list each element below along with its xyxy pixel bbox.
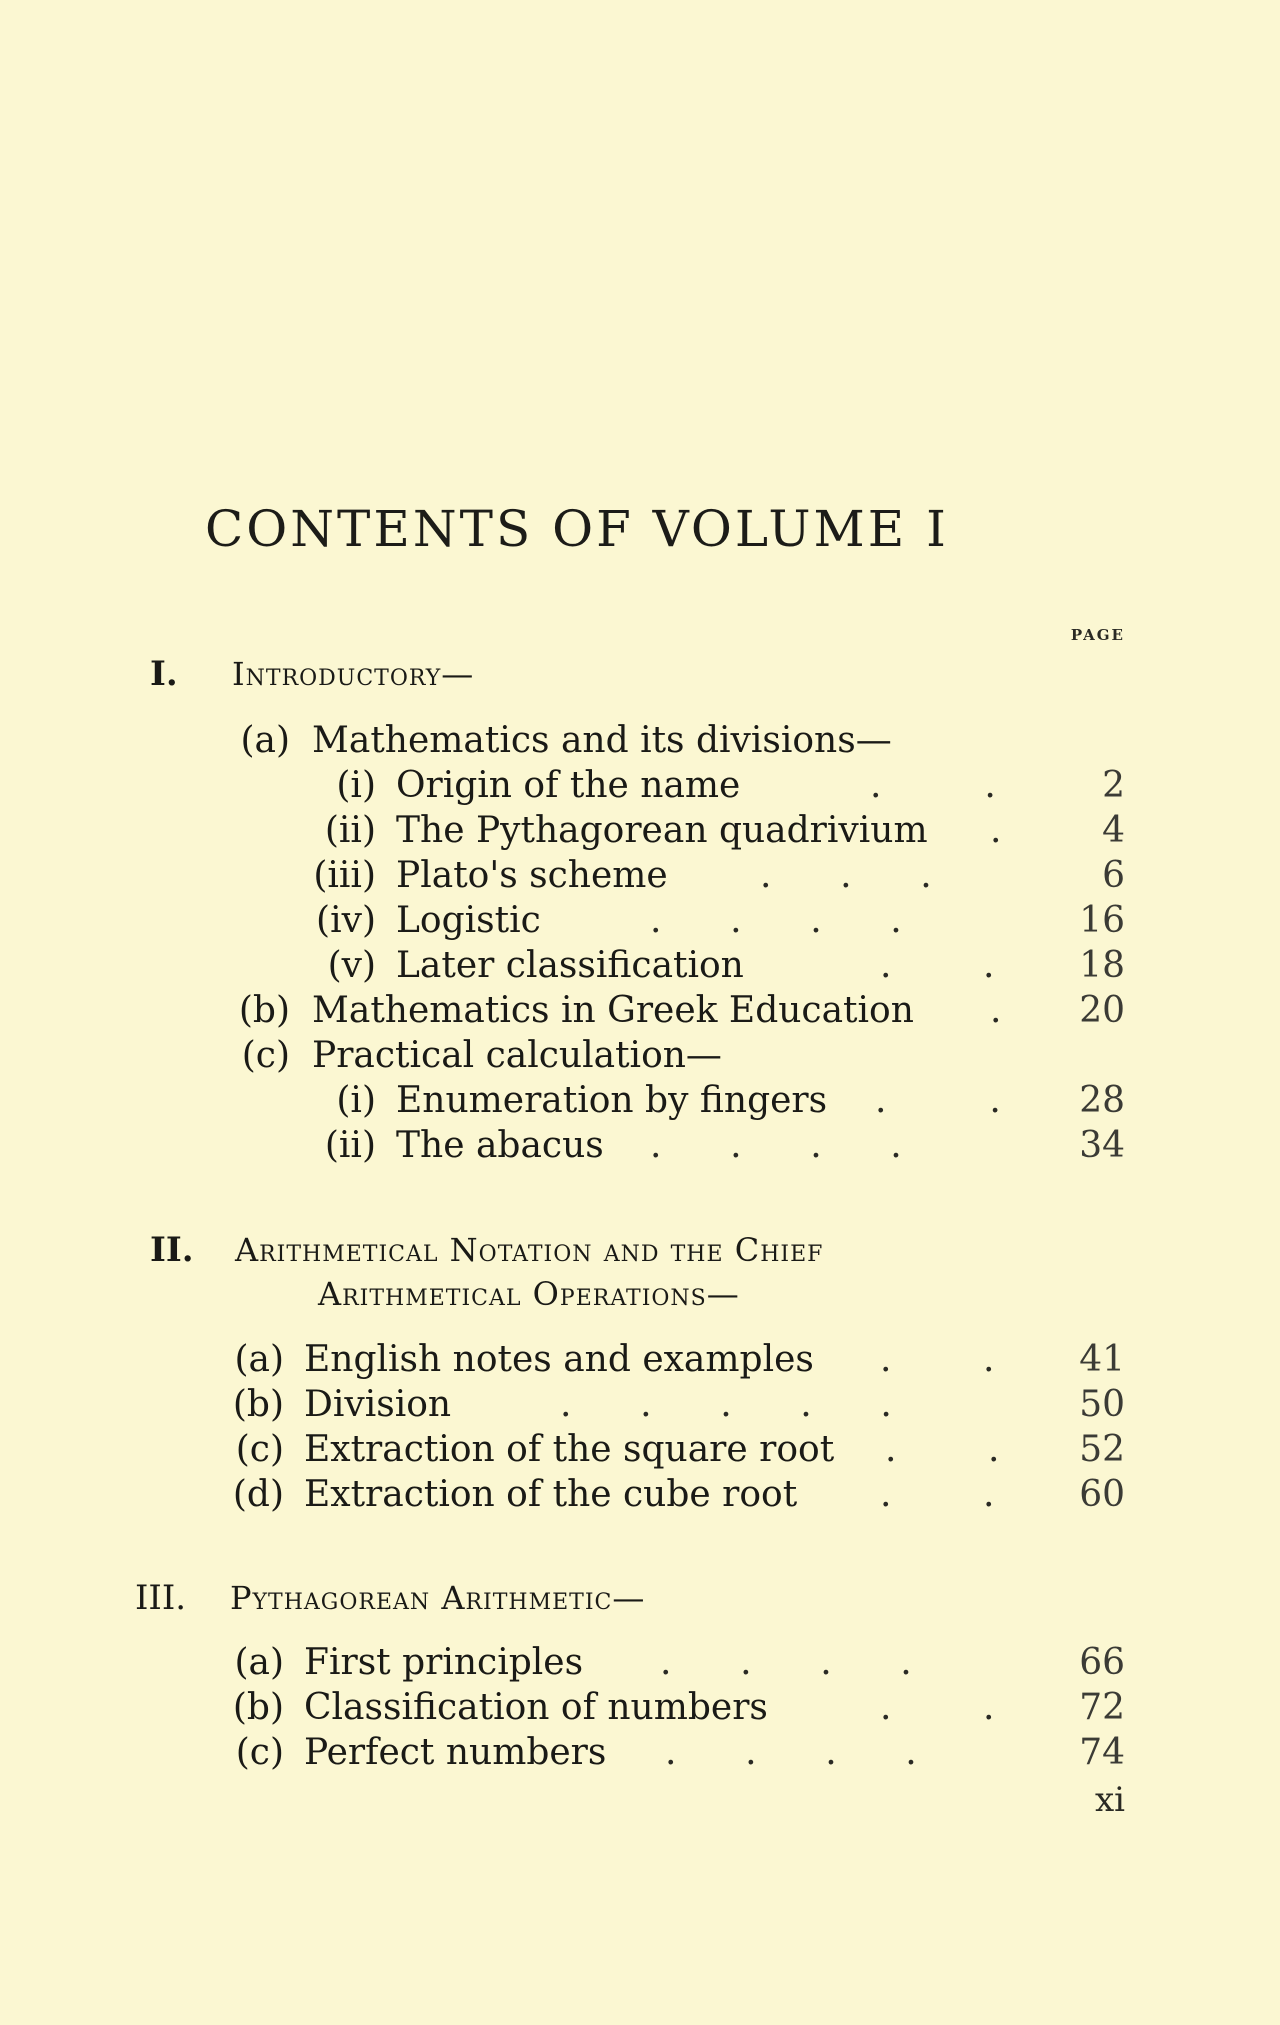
leader-dots: . .: [870, 765, 996, 806]
entry-label: (iv): [316, 900, 376, 941]
part-number: II.: [150, 1230, 194, 1270]
leader-dots: . . .: [760, 855, 932, 896]
part-title-continued: Arithmetical Operations—: [318, 1275, 740, 1313]
page-title: CONTENTS OF VOLUME I: [205, 500, 949, 558]
entry-label: (c): [235, 1429, 284, 1470]
entry-label: (ii): [324, 810, 376, 851]
leader-dots: .: [990, 990, 1002, 1031]
toc-entry: [0, 1641, 1280, 1685]
entry-page: 41: [1079, 1339, 1125, 1380]
toc-entry: [0, 989, 1280, 1033]
leader-dots: . . . .: [650, 1125, 902, 1166]
entry-text: The abacus: [396, 1125, 604, 1166]
entry-page: 20: [1079, 990, 1125, 1031]
entry-page: 2: [1102, 765, 1125, 806]
toc-entry: [0, 1383, 1280, 1427]
entry-text: Plato's scheme: [396, 855, 668, 896]
part-number: I.: [150, 654, 178, 694]
entry-text: Later classification: [396, 945, 744, 986]
entry-label: (v): [327, 945, 376, 986]
part-number: III.: [135, 1578, 187, 1618]
part-title: Arithmetical Notation and the Chief: [235, 1231, 824, 1269]
leader-dots: . .: [885, 1429, 1000, 1470]
entry-label: (a): [234, 1642, 284, 1683]
entry-page: 74: [1079, 1732, 1125, 1773]
toc-entry: [0, 1079, 1280, 1123]
entry-page: 18: [1079, 945, 1125, 986]
entry-text: Classification of numbers: [304, 1687, 768, 1728]
entry-page: 50: [1079, 1384, 1125, 1425]
toc-entry: [0, 1428, 1280, 1472]
leader-dots: . . . . .: [560, 1384, 892, 1425]
entry-text: English notes and examples: [304, 1339, 814, 1380]
toc-entry: [0, 1338, 1280, 1382]
entry-text: Mathematics and its divisions—: [312, 720, 892, 761]
entry-text: Extraction of the square root: [304, 1429, 835, 1470]
part-title: Introductory—: [232, 655, 475, 693]
entry-text: Enumeration by fingers: [396, 1080, 828, 1121]
entry-text: Origin of the name: [396, 765, 741, 806]
entry-label: (b): [232, 1687, 284, 1728]
entry-label: (b): [232, 1384, 284, 1425]
entry-text: Division: [304, 1384, 452, 1425]
entry-label: (ii): [324, 1125, 376, 1166]
toc-entry: [0, 764, 1280, 808]
entry-text: Perfect numbers: [304, 1732, 607, 1773]
entry-page: 4: [1102, 810, 1125, 851]
leader-dots: . . . .: [660, 1642, 912, 1683]
entry-label: (a): [234, 1339, 284, 1380]
entry-text: First principles: [304, 1642, 584, 1683]
entry-label: (iii): [313, 855, 376, 896]
leader-dots: . .: [880, 945, 995, 986]
toc-entry: [0, 1034, 1280, 1078]
toc-entry: [0, 854, 1280, 898]
toc-entry: [0, 944, 1280, 988]
entry-text: Logistic: [396, 900, 541, 941]
toc-entry: [0, 1686, 1280, 1730]
entry-label: (a): [240, 720, 290, 761]
entry-label: (d): [232, 1474, 284, 1515]
entry-text: Practical calculation—: [312, 1035, 722, 1076]
leader-dots: . .: [880, 1339, 995, 1380]
entry-page: 66: [1079, 1642, 1125, 1683]
leader-dots: .: [990, 810, 1002, 851]
entry-page: 6: [1102, 855, 1125, 896]
entry-label: (c): [235, 1732, 284, 1773]
entry-label: (b): [238, 990, 290, 1031]
toc-entry: [0, 899, 1280, 943]
entry-label: (i): [336, 765, 376, 806]
entry-page: 34: [1079, 1125, 1125, 1166]
page-folio: xi: [1094, 1780, 1125, 1820]
entry-text: The Pythagorean quadrivium: [396, 810, 928, 851]
part-title: Pythagorean Arithmetic—: [230, 1579, 646, 1617]
entry-label: (c): [241, 1035, 290, 1076]
leader-dots: . .: [880, 1687, 995, 1728]
entry-page: 60: [1079, 1474, 1125, 1515]
toc-entry: [0, 1473, 1280, 1517]
leader-dots: . .: [880, 1474, 995, 1515]
entry-label: (i): [336, 1080, 376, 1121]
toc-entry: [0, 1124, 1280, 1168]
toc-entry: [0, 809, 1280, 853]
leader-dots: . . . .: [650, 900, 902, 941]
entry-text: Extraction of the cube root: [304, 1474, 798, 1515]
entry-page: 52: [1079, 1429, 1125, 1470]
leader-dots: . . . .: [665, 1732, 917, 1773]
toc-entry: [0, 1731, 1280, 1775]
page-column-label: PAGE: [1070, 626, 1125, 644]
entry-page: 72: [1079, 1687, 1125, 1728]
leader-dots: . .: [875, 1080, 1001, 1121]
toc-entry: [0, 719, 1280, 763]
entry-page: 28: [1079, 1080, 1125, 1121]
entry-page: 16: [1079, 900, 1125, 941]
entry-text: Mathematics in Greek Education: [312, 990, 914, 1031]
